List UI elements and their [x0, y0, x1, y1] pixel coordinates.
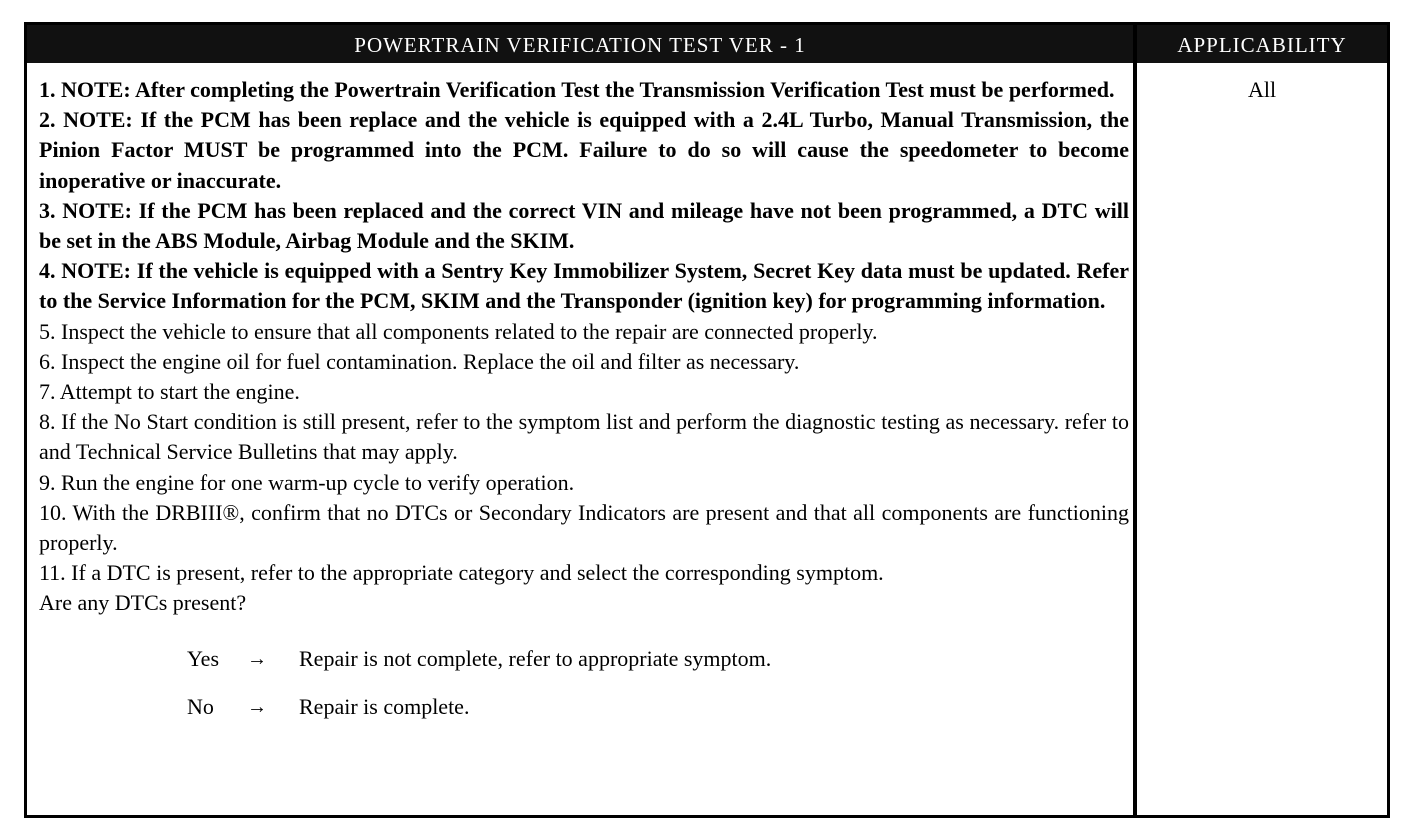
answer-no-text: Repair is complete. — [299, 693, 470, 719]
verification-test-table — [24, 22, 1390, 818]
applicability-value: All — [1247, 77, 1277, 102]
arrow-right-icon: → — [247, 695, 267, 718]
step-2-note: 2. NOTE: If the PCM has been replace and the vehicle is equipped with a 2.4L Turbo, Manual Transmission, the Pinion Factor MUST be programmed into the PCM. Failure to do so will cause the speedometer to become inoperative or inaccurate. — [39, 107, 1129, 193]
table-header — [27, 25, 1387, 63]
step-1-note: 1. NOTE: After completing the Powertrain Verification Test the Transmission Verification Test must be performed. — [39, 77, 1115, 102]
answer-no-label: No — [187, 693, 214, 719]
column-divider — [1133, 25, 1137, 815]
step-3-note: 3. NOTE: If the PCM has been replaced and the correct VIN and mileage have not been programmed, a DTC will be set in the ABS Module, Airbag Module and the SKIM. — [39, 197, 1129, 254]
question: Are any DTCs present? — [39, 590, 247, 616]
step-7: 7. Attempt to start the engine. — [39, 379, 300, 405]
step-8: 8. If the No Start condition is still present, refer to the symptom list and perform the diagnostic testing as necessary. refer to and Technical Service Bulletins that may apply. — [39, 409, 1129, 465]
step-10: 10. With the DRBIII®, confirm that no DTCs or Secondary Indicators are present and that all components are functioning properly. — [39, 499, 1129, 556]
answer-yes — [39, 635, 1129, 683]
test-steps — [39, 75, 1129, 731]
step-6: 6. Inspect the engine oil for fuel contamination. Replace the oil and filter as necessary. — [39, 348, 800, 374]
step-11: 11. If a DTC is present, refer to the appropriate category and select the corresponding symptom. — [39, 560, 884, 586]
answer-list — [39, 635, 1129, 731]
answer-yes-text: Repair is not complete, refer to appropriate symptom. — [299, 645, 772, 671]
step-9: 9. Run the engine for one warm-up cycle to verify operation. — [39, 469, 575, 495]
answer-no — [39, 683, 1129, 731]
step-4-note: 4. NOTE: If the vehicle is equipped with a Sentry Key Immobilizer System, Secret Key data must be updated. Refer to the Service Information for the PCM, SKIM and the Transponder (ignition key) for programming information. — [39, 258, 1129, 314]
step-5: 5. Inspect the vehicle to ensure that all components related to the repair are connected properly. — [39, 318, 878, 344]
arrow-right-icon: → — [247, 647, 267, 670]
test-title: POWERTRAIN VERIFICATION TEST VER - 1 — [354, 33, 806, 57]
applicability-header: APPLICABILITY — [1177, 33, 1347, 57]
answer-yes-label: Yes — [187, 645, 220, 671]
